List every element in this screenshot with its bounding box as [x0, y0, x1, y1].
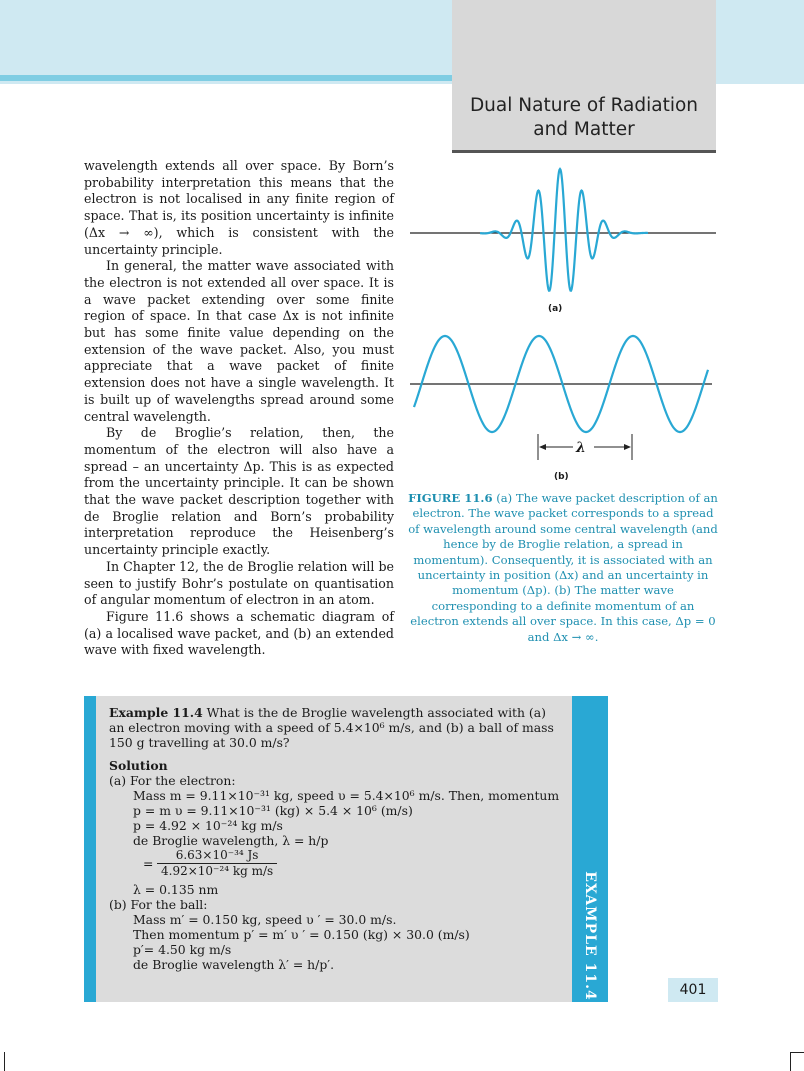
figure-11-6 — [408, 158, 720, 488]
example-side-label: EXAMPLE 11.4 — [582, 871, 598, 1001]
part-a-line: de Broglie wavelength, λ = h/p — [133, 833, 329, 848]
wave-diagram — [408, 158, 720, 488]
fraction-row — [143, 848, 564, 882]
crop-mark — [4, 1052, 5, 1071]
part-b-line: Then momentum p′ = m′ υ ′ = 0.150 (kg) × 30.0 (m/s) — [133, 927, 470, 942]
paragraph: In general, the matter wave associated with the electron is not extended all over space. It is a wave packet extending over some finite region of space. In that case Δx is not infinite but has some finite value depending on the extension of the wave packet. Also, you must appreciate that a wave packet of finite extension does not have a single wavelength. It is built up of wavelengths spread around some central wavelength. — [84, 258, 394, 424]
part-a-line: Mass m = 9.11×10⁻³¹ kg, speed υ = 5.4×10⁶ m/s. Then, momentum — [133, 788, 560, 803]
label-a: (a) — [548, 304, 563, 314]
part-b-line: Mass m′ = 0.150 kg, speed υ ′ = 30.0 m/s. — [133, 912, 397, 927]
page-number: 401 — [668, 978, 718, 1002]
part-a-heading: (a) For the electron: — [109, 773, 236, 788]
part-b-line: de Broglie wavelength λ′ = h/p′. — [133, 957, 335, 972]
example-title: Example 11.4 — [109, 705, 203, 720]
example-question-text: What is the de Broglie wavelength associated with (a) an electron moving with a speed of 5.4×10⁶ m/s, and (b) a ball of mass 150 g travelling at 30.0 m/s? — [109, 705, 554, 750]
figure-caption — [408, 491, 718, 645]
example-content — [109, 705, 564, 972]
caption-text: (a) The wave packet description of an electron. The wave packet corresponds to a spread of wavelength around some central wavelength (and hence by de Broglie relation, a spread in momentum). Consequently, it is associated with an uncertainty in position (Δx) and an uncertainty in momentum (Δp). (b) The matter wave corresponding to a definite momentum of an electron extends all over space. In this case, Δp = 0 and Δx → ∞. — [408, 491, 718, 644]
lambda-label: λ — [576, 440, 586, 456]
label-b: (b) — [554, 472, 569, 482]
chapter-title-line2: and Matter — [533, 119, 635, 140]
body-text — [84, 158, 394, 659]
arrowhead-right — [624, 444, 631, 450]
chapter-title-box — [452, 0, 716, 153]
arrowhead-left — [539, 444, 546, 450]
example-side — [572, 696, 608, 1002]
fraction — [157, 848, 277, 879]
part-b-heading: (b) For the ball: — [109, 897, 208, 912]
wave-packet — [480, 169, 648, 291]
chapter-title — [452, 94, 716, 142]
caption-number: FIGURE 11.6 — [408, 491, 493, 505]
paragraph: In Chapter 12, the de Broglie relation will be seen to justify Bohr’s postulate on quantisation of angular momentum of electron in an atom. — [84, 558, 394, 608]
paragraph: By de Broglie’s relation, then, the momentum of the electron will also have a spread – an uncertainty Δp. This is as expected from the uncertainty principle. It can be shown that the wave packet description together with de Broglie relation and Born’s probability interpretation reproduce the Heisenberg’s uncertainty principle exactly. — [84, 425, 394, 558]
part-a-line: p = m υ = 9.11×10⁻³¹ (kg) × 5.4 × 10⁶ (m/s) — [133, 803, 413, 818]
part-b-line: p′= 4.50 kg m/s — [133, 942, 232, 957]
chapter-title-line1: Dual Nature of Radiation — [469, 95, 699, 116]
fraction-numerator: 6.63×10⁻³⁴ Js — [157, 848, 277, 864]
part-a-result: λ = 0.135 nm — [133, 882, 219, 897]
example-question — [109, 705, 564, 750]
part-a-line: p = 4.92 × 10⁻²⁴ kg m/s — [133, 818, 283, 833]
crop-mark — [790, 1052, 804, 1053]
example-left-bar — [84, 696, 96, 1002]
solution-heading: Solution — [109, 758, 168, 773]
paragraph: Figure 11.6 shows a schematic diagram of (a) a localised wave packet, and (b) an extended wave with fixed wavelength. — [84, 608, 394, 658]
fraction-denominator: 4.92×10⁻²⁴ kg m/s — [161, 864, 274, 878]
paragraph: wavelength extends all over space. By Born’s probability interpretation this means that the electron is not localised in any finite region of space. That is, its position uncertainty is infinite (Δx → ∞), which is consistent with the uncertainty principle. — [84, 158, 394, 257]
equals-sign: = — [143, 856, 154, 871]
crop-mark — [790, 1052, 791, 1071]
